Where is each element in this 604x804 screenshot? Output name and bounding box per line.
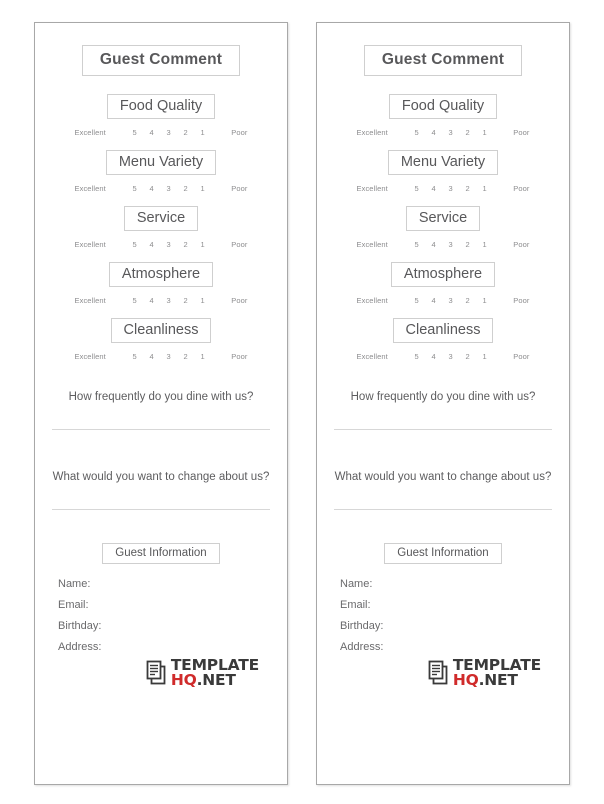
watermark-logo bbox=[146, 655, 259, 689]
scale-label-poor: Poor bbox=[513, 296, 530, 305]
scale-value-4[interactable]: 4 bbox=[149, 128, 154, 137]
question-text: How frequently do you dine with us? bbox=[68, 391, 254, 403]
answer-line[interactable] bbox=[52, 429, 270, 430]
guest-information-fields bbox=[329, 578, 557, 662]
scale-value-2[interactable]: 2 bbox=[183, 184, 188, 193]
scale-value-2[interactable]: 2 bbox=[183, 128, 188, 137]
scale-value-3[interactable]: 3 bbox=[448, 352, 453, 361]
guest-information-fields bbox=[47, 578, 275, 662]
rating-scale[interactable] bbox=[357, 240, 530, 249]
scale-value-3[interactable]: 3 bbox=[166, 184, 171, 193]
scale-value-4[interactable]: 4 bbox=[149, 352, 154, 361]
rating-scale[interactable] bbox=[75, 352, 248, 361]
scale-value-5[interactable]: 5 bbox=[132, 352, 137, 361]
rating-scale[interactable] bbox=[357, 296, 530, 305]
open-questions-list bbox=[47, 391, 275, 510]
scale-label-poor: Poor bbox=[513, 352, 530, 361]
scale-value-2[interactable]: 2 bbox=[465, 240, 470, 249]
scale-values bbox=[132, 128, 205, 137]
scale-value-2[interactable]: 2 bbox=[465, 296, 470, 305]
question-block-change bbox=[47, 471, 275, 510]
scale-label-poor: Poor bbox=[231, 128, 248, 137]
scale-value-5[interactable]: 5 bbox=[414, 240, 419, 249]
watermark-net: .NET bbox=[196, 670, 236, 689]
scale-value-5[interactable]: 5 bbox=[414, 296, 419, 305]
scale-values bbox=[132, 184, 205, 193]
scale-value-2[interactable]: 2 bbox=[183, 296, 188, 305]
page-title: Guest Comment bbox=[364, 45, 522, 76]
scale-value-1[interactable]: 1 bbox=[200, 352, 205, 361]
rating-block bbox=[329, 262, 557, 305]
scale-label-poor: Poor bbox=[513, 240, 530, 249]
watermark-text bbox=[452, 655, 541, 689]
rating-scale[interactable] bbox=[357, 184, 530, 193]
rating-block bbox=[47, 262, 275, 305]
scale-value-4[interactable]: 4 bbox=[149, 296, 154, 305]
rating-block bbox=[47, 150, 275, 193]
rating-scale[interactable] bbox=[75, 296, 248, 305]
field-label-email[interactable]: Email: bbox=[340, 599, 371, 611]
rating-block bbox=[329, 206, 557, 249]
scale-value-5[interactable]: 5 bbox=[132, 184, 137, 193]
category-label-cleanliness: Cleanliness bbox=[111, 318, 212, 343]
scale-value-1[interactable]: 1 bbox=[200, 296, 205, 305]
guest-information-title: Guest Information bbox=[384, 543, 501, 564]
guest-comment-card bbox=[316, 22, 570, 785]
answer-line[interactable] bbox=[52, 509, 270, 510]
scale-values bbox=[132, 240, 205, 249]
answer-line[interactable] bbox=[334, 509, 552, 510]
document-stack-icon bbox=[146, 660, 168, 685]
scale-value-2[interactable]: 2 bbox=[465, 352, 470, 361]
watermark-logo bbox=[428, 655, 541, 689]
rating-scale[interactable] bbox=[75, 184, 248, 193]
question-text: What would you want to change about us? bbox=[334, 471, 552, 483]
scale-value-3[interactable]: 3 bbox=[448, 240, 453, 249]
scale-values bbox=[414, 296, 487, 305]
scale-label-excellent: Excellent bbox=[74, 240, 106, 249]
watermark-text bbox=[170, 655, 259, 689]
category-label-cleanliness: Cleanliness bbox=[393, 318, 494, 343]
watermark-line-hqnet bbox=[170, 670, 259, 689]
scale-label-poor: Poor bbox=[231, 240, 248, 249]
scale-label-excellent: Excellent bbox=[74, 128, 106, 137]
rating-scale[interactable] bbox=[357, 352, 530, 361]
question-block-frequency bbox=[47, 391, 275, 430]
scale-label-poor: Poor bbox=[513, 184, 530, 193]
page-title: Guest Comment bbox=[82, 45, 240, 76]
open-questions-list bbox=[329, 391, 557, 510]
category-label-food-quality: Food Quality bbox=[389, 94, 497, 119]
scale-value-1[interactable]: 1 bbox=[482, 352, 487, 361]
scale-value-2[interactable]: 2 bbox=[183, 240, 188, 249]
scale-value-1[interactable]: 1 bbox=[482, 296, 487, 305]
watermark-hq: HQ bbox=[452, 670, 479, 689]
scale-value-3[interactable]: 3 bbox=[166, 128, 171, 137]
field-label-name[interactable]: Name: bbox=[340, 578, 373, 590]
guest-comment-card bbox=[34, 22, 288, 785]
rating-block bbox=[329, 94, 557, 137]
scale-values bbox=[414, 184, 487, 193]
category-label-menu-variety: Menu Variety bbox=[106, 150, 216, 175]
scale-label-excellent: Excellent bbox=[74, 296, 106, 305]
scale-value-4[interactable]: 4 bbox=[431, 296, 436, 305]
scale-label-excellent: Excellent bbox=[356, 128, 388, 137]
scale-values bbox=[414, 240, 487, 249]
answer-line[interactable] bbox=[334, 429, 552, 430]
scale-value-5[interactable]: 5 bbox=[132, 240, 137, 249]
scale-label-excellent: Excellent bbox=[356, 184, 388, 193]
field-label-birthday[interactable]: Birthday: bbox=[58, 620, 102, 632]
scale-value-5[interactable]: 5 bbox=[132, 296, 137, 305]
scale-value-5[interactable]: 5 bbox=[414, 128, 419, 137]
rating-categories-list bbox=[329, 94, 557, 374]
scale-label-poor: Poor bbox=[231, 184, 248, 193]
scale-values bbox=[132, 296, 205, 305]
scale-value-3[interactable]: 3 bbox=[166, 352, 171, 361]
rating-categories-list bbox=[47, 94, 275, 374]
scale-value-2[interactable]: 2 bbox=[465, 128, 470, 137]
category-label-atmosphere: Atmosphere bbox=[109, 262, 213, 287]
rating-block bbox=[329, 318, 557, 361]
rating-block bbox=[47, 94, 275, 137]
field-label-birthday[interactable]: Birthday: bbox=[340, 620, 384, 632]
rating-block bbox=[47, 318, 275, 361]
scale-value-4[interactable]: 4 bbox=[431, 352, 436, 361]
field-label-address[interactable]: Address: bbox=[58, 641, 102, 653]
scale-value-2[interactable]: 2 bbox=[465, 184, 470, 193]
category-label-service: Service bbox=[124, 206, 198, 231]
rating-scale[interactable] bbox=[75, 240, 248, 249]
rating-block bbox=[47, 206, 275, 249]
scale-value-5[interactable]: 5 bbox=[414, 184, 419, 193]
scale-label-poor: Poor bbox=[513, 128, 530, 137]
scale-label-excellent: Excellent bbox=[356, 240, 388, 249]
field-label-email[interactable]: Email: bbox=[58, 599, 89, 611]
question-text: What would you want to change about us? bbox=[52, 471, 270, 483]
scale-label-excellent: Excellent bbox=[356, 352, 388, 361]
field-label-address[interactable]: Address: bbox=[340, 641, 384, 653]
scale-label-excellent: Excellent bbox=[356, 296, 388, 305]
scale-value-1[interactable]: 1 bbox=[200, 128, 205, 137]
scale-label-excellent: Excellent bbox=[74, 352, 106, 361]
scale-label-excellent: Excellent bbox=[74, 184, 106, 193]
scale-value-1[interactable]: 1 bbox=[200, 240, 205, 249]
watermark-line-template: TEMPLATE bbox=[170, 655, 259, 674]
scale-value-1[interactable]: 1 bbox=[482, 240, 487, 249]
category-label-menu-variety: Menu Variety bbox=[388, 150, 498, 175]
scale-value-5[interactable]: 5 bbox=[132, 128, 137, 137]
scale-value-5[interactable]: 5 bbox=[414, 352, 419, 361]
scale-value-1[interactable]: 1 bbox=[482, 184, 487, 193]
scale-values bbox=[132, 352, 205, 361]
scale-value-3[interactable]: 3 bbox=[448, 184, 453, 193]
scale-values bbox=[414, 128, 487, 137]
guest-information-section bbox=[47, 543, 275, 689]
watermark-net: .NET bbox=[478, 670, 518, 689]
scale-value-4[interactable]: 4 bbox=[149, 184, 154, 193]
question-text: How frequently do you dine with us? bbox=[350, 391, 536, 403]
category-label-atmosphere: Atmosphere bbox=[391, 262, 495, 287]
scale-label-poor: Poor bbox=[231, 296, 248, 305]
watermark-line-template: TEMPLATE bbox=[452, 655, 541, 674]
question-block-change bbox=[329, 471, 557, 510]
scale-value-1[interactable]: 1 bbox=[200, 184, 205, 193]
scale-label-poor: Poor bbox=[231, 352, 248, 361]
scale-value-4[interactable]: 4 bbox=[431, 184, 436, 193]
scale-values bbox=[414, 352, 487, 361]
scale-value-3[interactable]: 3 bbox=[166, 240, 171, 249]
rating-scale[interactable] bbox=[357, 128, 530, 137]
document-stack-icon bbox=[428, 660, 450, 685]
scale-value-4[interactable]: 4 bbox=[149, 240, 154, 249]
scale-value-4[interactable]: 4 bbox=[431, 128, 436, 137]
rating-scale[interactable] bbox=[75, 128, 248, 137]
guest-information-section bbox=[329, 543, 557, 689]
category-label-food-quality: Food Quality bbox=[107, 94, 215, 119]
category-label-service: Service bbox=[406, 206, 480, 231]
rating-block bbox=[329, 150, 557, 193]
scale-value-3[interactable]: 3 bbox=[448, 296, 453, 305]
scale-value-4[interactable]: 4 bbox=[431, 240, 436, 249]
guest-information-title: Guest Information bbox=[102, 543, 219, 564]
watermark-hq: HQ bbox=[170, 670, 197, 689]
scale-value-3[interactable]: 3 bbox=[448, 128, 453, 137]
scale-value-3[interactable]: 3 bbox=[166, 296, 171, 305]
question-block-frequency bbox=[329, 391, 557, 430]
watermark-line-hqnet bbox=[452, 670, 541, 689]
scale-value-2[interactable]: 2 bbox=[183, 352, 188, 361]
scale-value-1[interactable]: 1 bbox=[482, 128, 487, 137]
field-label-name[interactable]: Name: bbox=[58, 578, 91, 590]
